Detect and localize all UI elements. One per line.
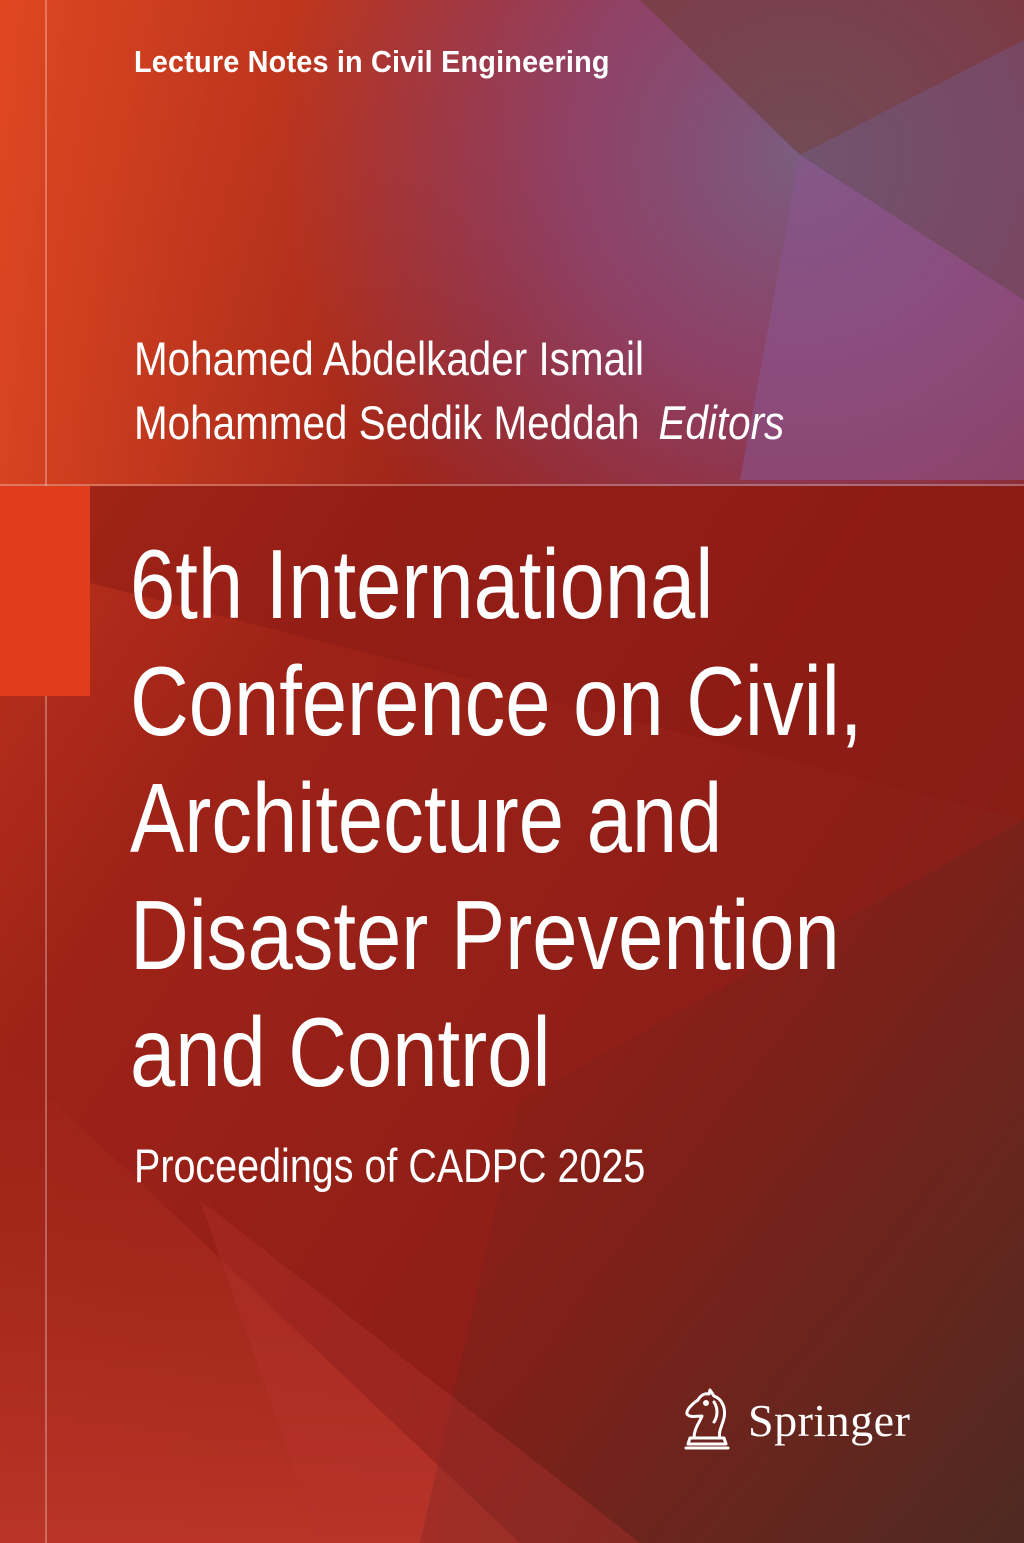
editor-2-text: Mohammed Seddik Meddah bbox=[134, 396, 640, 449]
title-line-4: Disaster Prevention bbox=[130, 880, 840, 990]
title-line-2: Conference on Civil, bbox=[130, 646, 863, 756]
publisher-name: Springer bbox=[748, 1394, 911, 1446]
chess-knight-icon bbox=[680, 1388, 738, 1452]
editor-1-text: Mohamed Abdelkader Ismail bbox=[134, 332, 645, 385]
editor-name-2 bbox=[134, 396, 784, 450]
vertical-divider-line bbox=[45, 0, 47, 1543]
book-subtitle: Proceedings of CADPC 2025 bbox=[134, 1139, 646, 1192]
title-line-5: and Control bbox=[130, 997, 551, 1107]
series-name: Lecture Notes in Civil Engineering bbox=[134, 44, 610, 79]
editors-label: Editors bbox=[658, 396, 785, 449]
orange-accent-block bbox=[0, 486, 90, 696]
horizontal-divider-line bbox=[0, 484, 1024, 486]
book-title bbox=[130, 526, 862, 1111]
publisher-logo bbox=[680, 1385, 910, 1455]
title-line-1: 6th International bbox=[130, 529, 714, 639]
editor-name-1 bbox=[134, 332, 644, 386]
title-line-3: Architecture and bbox=[130, 763, 723, 873]
